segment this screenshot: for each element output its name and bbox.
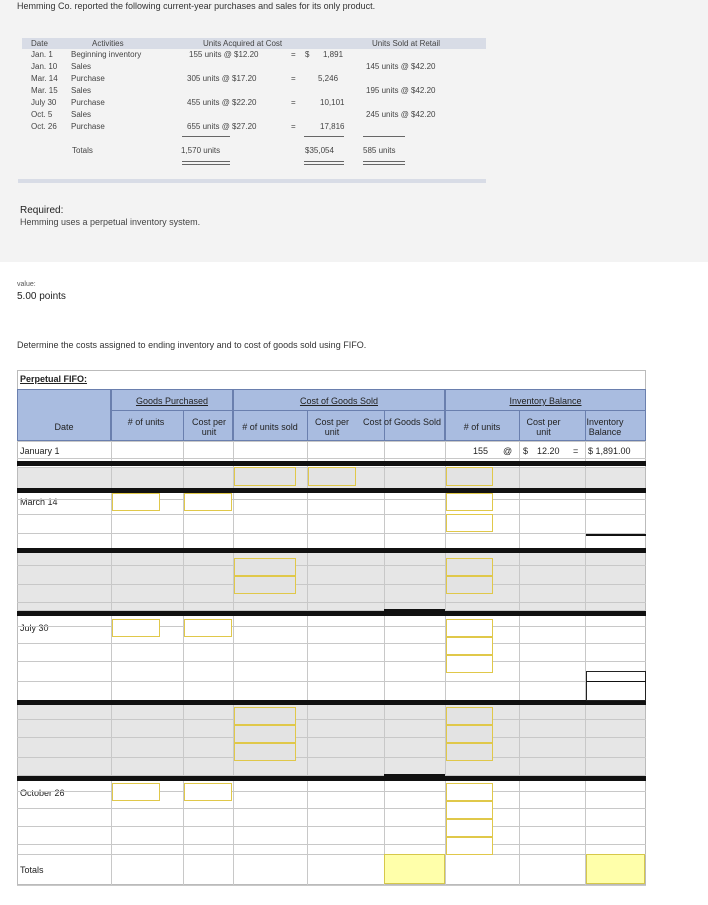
row-cost: 17,816 (320, 122, 345, 131)
mar15-units-sold-input-2[interactable] (234, 576, 296, 594)
jul30-balance-units-input-3[interactable] (446, 655, 493, 673)
divider (304, 161, 344, 162)
oct5-units-sold-input[interactable] (234, 707, 296, 725)
group-inventory-balance: Inventory Balance (509, 396, 582, 406)
divider (363, 161, 405, 162)
divider (304, 164, 344, 165)
jul30-balance-units-input[interactable] (446, 619, 493, 637)
column-divider (585, 441, 586, 885)
col-s-total: Cost of Goods Sold (362, 417, 442, 427)
row-date: Oct. 5 (31, 110, 53, 119)
col-date: Date (54, 422, 74, 432)
row-divider (17, 602, 646, 603)
jul30-balance-total-box[interactable] (586, 671, 646, 701)
mar14-purchased-units-input[interactable] (112, 493, 160, 511)
row-divider (17, 737, 646, 738)
date-january-1: January 1 (20, 446, 60, 456)
problem-intro: Hemming Co. reported the following current-year purchases and sales for its only product. (17, 1, 376, 11)
oct26-balance-units-input-2[interactable] (446, 801, 493, 819)
table-footer-bar (18, 179, 486, 183)
column-divider (307, 441, 308, 885)
divider (183, 410, 184, 441)
column-divider (384, 441, 385, 885)
date-march-14: March 14 (20, 497, 58, 507)
section-separator (17, 461, 646, 466)
divider (182, 161, 230, 162)
header-acquired: Units Acquired at Cost (203, 39, 283, 48)
jan10-cost-per-unit-input[interactable] (308, 467, 356, 486)
row-acquired: 655 units @ $27.20 (187, 122, 257, 131)
section-separator (17, 611, 646, 616)
divider (304, 136, 344, 137)
totals-units: 1,570 units (181, 146, 221, 155)
divider (363, 136, 405, 137)
jan10-balance-units-input[interactable] (446, 467, 493, 486)
oct26-balance-units-input-3[interactable] (446, 819, 493, 837)
row-acquired: 455 units @ $22.20 (187, 98, 257, 107)
row-activity: Sales (71, 62, 92, 71)
row-sold: 245 units @ $42.20 (366, 110, 436, 119)
jul30-balance-units-input-2[interactable] (446, 637, 493, 655)
row-divider (17, 643, 646, 644)
row-activity: Purchase (71, 122, 105, 131)
row-divider (17, 844, 646, 845)
row-eq: = (291, 50, 296, 59)
fifo-title: Perpetual FIFO: (20, 374, 88, 384)
mar14-balance-units-input[interactable] (446, 493, 493, 511)
oct26-balance-units-input[interactable] (446, 783, 493, 801)
subtotal-underline (384, 774, 445, 776)
divider (111, 410, 646, 411)
row-date: Jan. 10 (31, 62, 58, 71)
col-b-total: Inventory Balance (586, 417, 624, 437)
jul30-purchased-units-input[interactable] (112, 619, 160, 637)
col-b-cost: Cost per unit (526, 417, 561, 437)
row-eq: = (291, 122, 296, 131)
col-s-units: # of units sold (242, 422, 298, 432)
oct5-units-sold-input-2[interactable] (234, 725, 296, 743)
row-cost: 1,891 (323, 50, 344, 59)
total-inventory-input[interactable] (586, 854, 645, 884)
mar15-balance-units-input[interactable] (446, 558, 493, 576)
row-dollar: $ (305, 50, 310, 59)
subtotal-underline (586, 534, 646, 536)
row-divider (17, 441, 646, 442)
jan1-dollar: $ (523, 446, 529, 456)
section-separator (17, 548, 646, 553)
row-activity: Sales (71, 110, 92, 119)
row-acquired: 305 units @ $17.20 (187, 74, 257, 83)
row-date: Mar. 14 (31, 74, 58, 83)
divider (363, 164, 405, 165)
group-goods-purchased: Goods Purchased (135, 396, 209, 406)
section-separator (17, 776, 646, 781)
group-cost-of-goods-sold: Cost of Goods Sold (299, 396, 379, 406)
row-eq: = (291, 74, 296, 83)
jan1-units: 155 (473, 446, 489, 456)
oct26-balance-units-input-4[interactable] (446, 837, 493, 855)
row-divider (17, 719, 646, 720)
value-label: value: (17, 281, 36, 288)
row-sold: 195 units @ $42.20 (366, 86, 436, 95)
row-date: Mar. 15 (31, 86, 58, 95)
row-sold: 145 units @ $42.20 (366, 62, 436, 71)
subtotal-underline (384, 609, 445, 611)
value-points: 5.00 points (17, 291, 66, 302)
row-cost: 5,246 (318, 74, 339, 83)
row-divider (17, 681, 646, 682)
column-divider (519, 441, 520, 885)
jan1-eq: = (573, 446, 579, 456)
divider (182, 164, 230, 165)
shaded-section (18, 549, 645, 610)
row-divider (17, 885, 646, 886)
row-date: Oct. 26 (31, 122, 57, 131)
row-divider (17, 584, 646, 585)
date-october-26: October 26 (20, 788, 65, 798)
totals-cost: $35,054 (305, 146, 334, 155)
totals-row-label: Totals (20, 865, 44, 875)
oct5-units-sold-input-3[interactable] (234, 743, 296, 761)
date-july-30: July 30 (20, 623, 49, 633)
row-activity: Sales (71, 86, 92, 95)
row-activity: Purchase (71, 74, 105, 83)
row-divider (17, 757, 646, 758)
required-heading: Required: (20, 205, 64, 216)
col-s-cost: Cost per unit (314, 417, 349, 437)
col-b-units: # of units (463, 422, 501, 432)
totals-sold: 585 units (363, 146, 396, 155)
oct26-purchased-cost-input[interactable] (184, 783, 232, 801)
row-divider (17, 458, 646, 459)
row-cost: 10,101 (320, 98, 345, 107)
required-text: Hemming uses a perpetual inventory system. (20, 217, 201, 227)
row-divider (17, 808, 646, 809)
totals-label: Totals (72, 146, 93, 155)
row-divider (17, 661, 646, 662)
oct5-balance-units-input-3[interactable] (446, 743, 493, 761)
oct5-balance-units-input[interactable] (446, 707, 493, 725)
mar15-units-sold-input[interactable] (234, 558, 296, 576)
mar15-balance-units-input-2[interactable] (446, 576, 493, 594)
row-activity: Beginning inventory (71, 50, 142, 59)
row-divider (17, 854, 646, 855)
row-eq: = (291, 98, 296, 107)
row-date: July 30 (31, 98, 57, 107)
header-sold: Units Sold at Retail (372, 39, 441, 48)
col-p-units: # of units (127, 417, 165, 427)
row-acquired: 155 units @ $12.20 (189, 50, 259, 59)
col-p-cost: Cost per unit (191, 417, 226, 437)
jan10-units-sold-input[interactable] (234, 467, 296, 486)
jan1-at: @ (503, 446, 513, 456)
row-activity: Purchase (71, 98, 105, 107)
divider (182, 136, 230, 137)
problem-panel (0, 0, 708, 262)
header-activities: Activities (92, 39, 124, 48)
row-divider (17, 533, 646, 534)
instruction-text: Determine the costs assigned to ending inventory and to cost of goods sold using FIFO. (17, 340, 367, 350)
header-date: Date (31, 39, 48, 48)
row-divider (17, 514, 646, 515)
jul30-purchased-cost-input[interactable] (184, 619, 232, 637)
section-separator (17, 700, 646, 705)
oct5-balance-units-input-2[interactable] (446, 725, 493, 743)
jan1-cost: 12.20 (537, 446, 560, 456)
jan1-total: $ 1,891.00 (588, 446, 631, 456)
mar14-balance-units-input-2[interactable] (446, 514, 493, 532)
header-date-box (17, 389, 111, 441)
divider (586, 681, 646, 682)
divider (307, 410, 308, 441)
row-divider (17, 565, 646, 566)
row-date: Jan. 1 (31, 50, 53, 59)
total-cogs-input[interactable] (384, 854, 445, 884)
mar14-purchased-cost-input[interactable] (184, 493, 232, 511)
perpetual-fifo-grid (17, 370, 646, 885)
column-divider (233, 441, 234, 885)
row-divider (17, 826, 646, 827)
oct26-purchased-units-input[interactable] (112, 783, 160, 801)
